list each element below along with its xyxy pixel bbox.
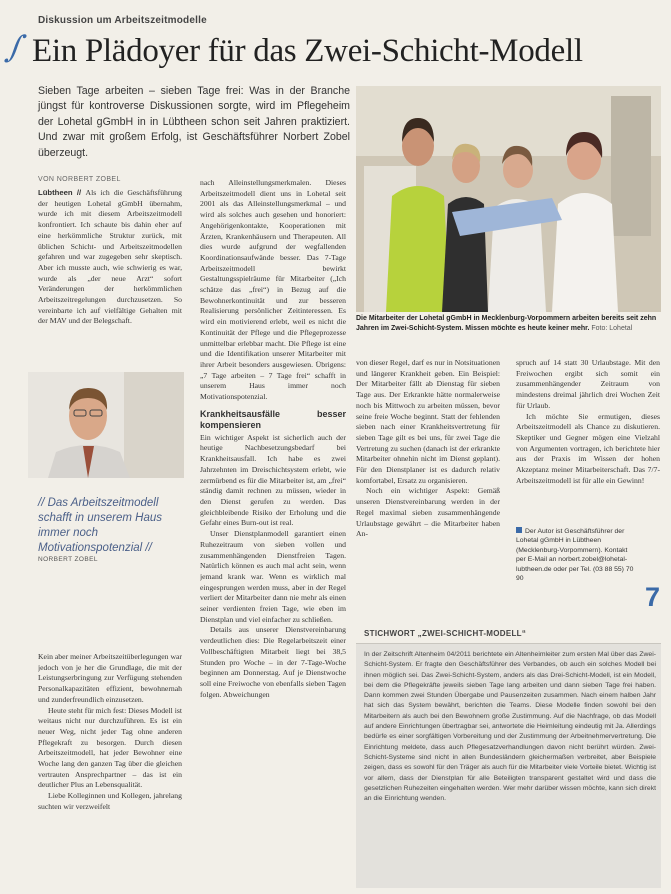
page-number: 7 (645, 582, 661, 612)
column-1-top (38, 188, 182, 368)
dateline: Lübtheen // (38, 188, 86, 197)
swoosh-icon: ∫ (2, 30, 30, 65)
infobox-text (364, 650, 656, 804)
pull-quote: // Das Arbeitszeitmodell schafft in unserem Haus immer noch Motivationspotenzial // (38, 497, 163, 554)
column-4 (516, 358, 660, 522)
col2-para1: nach Alleinstellungsmerkmalen. Dieses Arbeitszeitmodell dient uns in Lohetal seit 2001 als das Alleinstellungsmerkmal – und wird als solches auch gesehen und honoriert: Angehörigenkontakte, Kooperationen mit Ärzten, Krankenhäusern und Therapeuten. All dies wurde aufgrund der wegfallenden Koordinationsaufwände besser. Das 7-Tage Arbeitszeitmodell bewirkt Gestaltungsspielräume für Mitarbeiter („Ich schätze das „frei“) in Bezug auf die Bewohnerkontinuität und zur besseren Realisierung persönlicher Zeitinteressen. Es wird ein motivierend erlebt, weil es nicht die Kontinuität der Pflege und die Pflegeprozesse unmittelbar erlebbar macht. Die Pflege ist eine und die Identifikation unserer Mitarbeiter mit ihrer Arbeit besonders ausgewiesen. Übrigens: „7 Tage arbeiten – 7 Tage frei“ schafft in unserem Haus immer noch Motivationspotenzial. (200, 178, 346, 402)
col2-para3: Unser Dienstplanmodell garantiert einen Ruhezeitraum von sieben vollen und zusammenhängenden Dienstfreien Tagen. Natürlich können es auch mal acht sein, wenn jemand krank war. Wenn es wirklich mal eingesprungen werden muss, aber in der Regel verliert der Mitarbeiter dann nie mehr als einen seiner verdienten freien Tage, wie eben im Dienstplan und viel einfacher zu schließen. (200, 529, 346, 624)
infobox-paragraph: In der Zeitschrift Altenheim 04/2011 berichtete ein Altenheimleiter zum ersten Mal über das Zwei-Schicht-System. Er fragte den Geschäftsführer des Verbandes, ob auch ein solches Modell bei ihnen möglich sei. Das Zwei-Schicht-System, anders als das Drei-Schicht-Modell, ist ein Modell, bei dem die Pflegekräfte jeweils sieben Tage lang arbeiten und dann sieben Tage frei haben. Dann kommen zwei Stunden Übergabe und Pausenzeiten zusammen. Nach einem halben Jahr hat sich das System bewährt, berichten die Teams. Diese Modelle finden sowohl bei den Mitarbeitern als auch bei den Bewohnern große Zustimmung. Auf die Nachfrage, ob das Modell auf andere Einrichtungen übertragbar sei, antwortete die Heimleitung eindeutig mit Ja. Allerdings bedürfe es einer sorgfältigen Vorbereitung und der Zustimmung der Arbeitnehmervertretung. Die Einrichtung meldete, dass auch Pflegesatzverhandlungen davon nicht berührt würden. Zwei-Schicht-Systeme sind nicht in allen Bundesländern gleichermaßen verbreitet, aber Beispiele zeigen, dass es sowohl für den Träger als auch für die Mitarbeiter viele Vorteile bietet. Wichtig ist vor allem, dass der Dienstplan für alle Beteiligten transparent gestaltet wird und dass die gesetzlichen Ruhezeiten eingehalten werden. Wer mehr darüber wissen möchte, kann sich direkt an die Einrichtung wenden. (364, 651, 656, 803)
infobox-title: STICHWORT „ZWEI-SCHICHT-MODELL“ (364, 629, 527, 638)
author-info-text: Der Autor ist Geschäftsführer der Lohetal gGmbH in Lübtheen (Mecklenburg-Vorpommern). Kontakt per E-Mail an norbert.zobel@lohetal-lubtheen.de oder per Tel. (03 88 55) 70 90 (516, 528, 634, 583)
col1-para2: Kein aber meiner Arbeitszeitüberlegungen war jedoch von je her die Grundlage, die mit der Leistungserbringung zur Verfügung stehenden Personalkapazitäten effizient, bewohnernah und zunderfreundlich einzusetzen. (38, 652, 182, 704)
photo-credit: Foto: Lohetal (591, 325, 633, 332)
author-info (516, 527, 634, 583)
col2-para2: Ein wichtiger Aspekt ist sicherlich auch der heutige Nachbesetzungsbedarf bei Krankheitsausfall. Ich habe es zwei Jahrzehnten im Dreischichtsystem erlebt, wie zermürbend es für die Mitarbeiter ist, am „frei“ ständig damit rechnen zu müssen, wieder in den Dienst gerufen zu werden. Das gleichbleibende Risiko der Erholung und die Gefahr eines Burn-out ist real. (200, 432, 346, 528)
col1-para4: Liebe Kolleginnen und Kollegen, jahrelang suchten wir verzweifelt (38, 791, 182, 811)
column-3 (356, 358, 500, 608)
col1-para1: Als ich die Geschäftsführung der heutigen Lohetal gGmbH übernahm, wurde ich mit diesem Arbeitszeitmodell konfrontiert. Ich schaute bis dahin eher auf eine herkömmliche Struktur zurück, mit üblichen Schicht- und Arbeitszeitmodellen gefahren und war zugegeben sehr skeptisch. Aber ich musste auch, wie schwierig es war, wurde als „der neue Arzt“ sofort Veränderungen der herkömmlichen Arbeitszeitregelungen durchzusetzen. So vereinbarte ich auf vielfältige Gehalten mit der MAV und der Belegschaft. (38, 188, 182, 326)
author-photo (28, 372, 184, 478)
info-bullet-icon (516, 527, 522, 533)
col1-para3: Heute steht für mich fest: Dieses Modell ist weitaus nicht nur durchzuführen. Es ist ein neuer Weg, nicht jeder Tag ohne anderen Pflegekraft zu besorgen. Durch diesen Arbeitszeitmodell, hat jeder Bewohner eine Woche lang den ganzen Tag über die gleichen vertrauten Ansprechpartner – das ist ein deutlicher Plus an Lebensqualität. (38, 705, 182, 790)
byline: VON NORBERT ZOBEL (38, 176, 121, 183)
col3-para2: Noch ein wichtiger Aspekt: Gemäß unseren Dienstvereinbarung werden in der Regel maximal sieben zusammenhängende Urlaubstage gewährt – die Mitarbeiter haben An- (356, 486, 500, 539)
col4-para1: spruch auf 14 statt 30 Urlaubstage. Mit den Freiwochen ergibt sich somit ein zusammenhängender Zeitraum von mindestens dreimal jährlich drei Wochen Zeit für Urlaub. (516, 358, 660, 410)
photo-caption (356, 314, 661, 334)
section-kicker: Diskussion um Arbeitszeitmodelle (38, 15, 207, 26)
column-2 (200, 178, 346, 888)
col3-para1: von dieser Regel, darf es nur in Notsituationen und längerer Krankheit geben. Ein Beispiel: Der Mitarbeiter fällt ab Dienstag für sieben Tage aus. Der Erkrankte hätte normalerweise noch bis Mittwoch zu arbeiten müssen, bevor seine freie Woche beginnt. Statt der fehlenden sieben nach einer Krankheitsvertretung für sieben Tage gilt es bei uns, für zwei Tage die Vertretung zu suchen (danach ist der erkrankte Mitarbeiter ohnehin nicht im Dienst geplant). Für den Dienstplaner ist es dadurch relativ komfortabel, Ersatz zu organisieren. (356, 358, 500, 485)
col4-para2: Ich möchte Sie ermutigen, dieses Arbeitszeitmodell als Chance zu diskutieren. Skeptiker und Gegner mögen eine Vielzahl von Argumenten vortragen, ich berichtete hier aus der Praxis im Wissen der hohen Akzeptanz meiner Mitarbeiterschaft. Das 7/7-Arbeitszeitmodell ist für alle ein Gewinn! (516, 411, 660, 485)
caption-text: Die Mitarbeiter der Lohetal gGmbH in Mecklenburg-Vorpommern arbeiten bereits seit zehn Jahren im Zwei-Schicht-System. Missen möchte es heute keiner mehr. (356, 315, 657, 332)
column-1-bottom (38, 652, 182, 888)
article-title: Ein Plädoyer für das Zwei-Schicht-Modell (32, 33, 583, 69)
col2-para4: Details aus unserer Dienstvereinbarung verdeutlichen dies: Die Regelarbeitszeit einer Vollbeschäftigten Mitarbeit liegt bei 38,5 Stunden pro Woche – in der 7-Tage-Woche beginnen am Donnerstag. Auf je Dienstwoche soll eine Freiwoche von ebenfalls sieben Tagen folgen. Abweichungen (200, 625, 346, 699)
team-photo (356, 86, 661, 312)
lead-paragraph: Sieben Tage arbeiten – sieben Tage frei: Was in der Branche jüngst für kontroverse Diskussionen sorgte, wird im Pflegeheim der Lohetal gGmbH in in Lübtheen schon seit Jahren praktiziert. Und zwar mit großem Erfolg, ist Geschäftsführer Norbert Zobel überzeugt. (38, 85, 350, 159)
quote-byline: NORBERT ZOBEL (38, 556, 98, 563)
subheading: Krankheitsausfälle besser kompensieren (200, 408, 346, 430)
